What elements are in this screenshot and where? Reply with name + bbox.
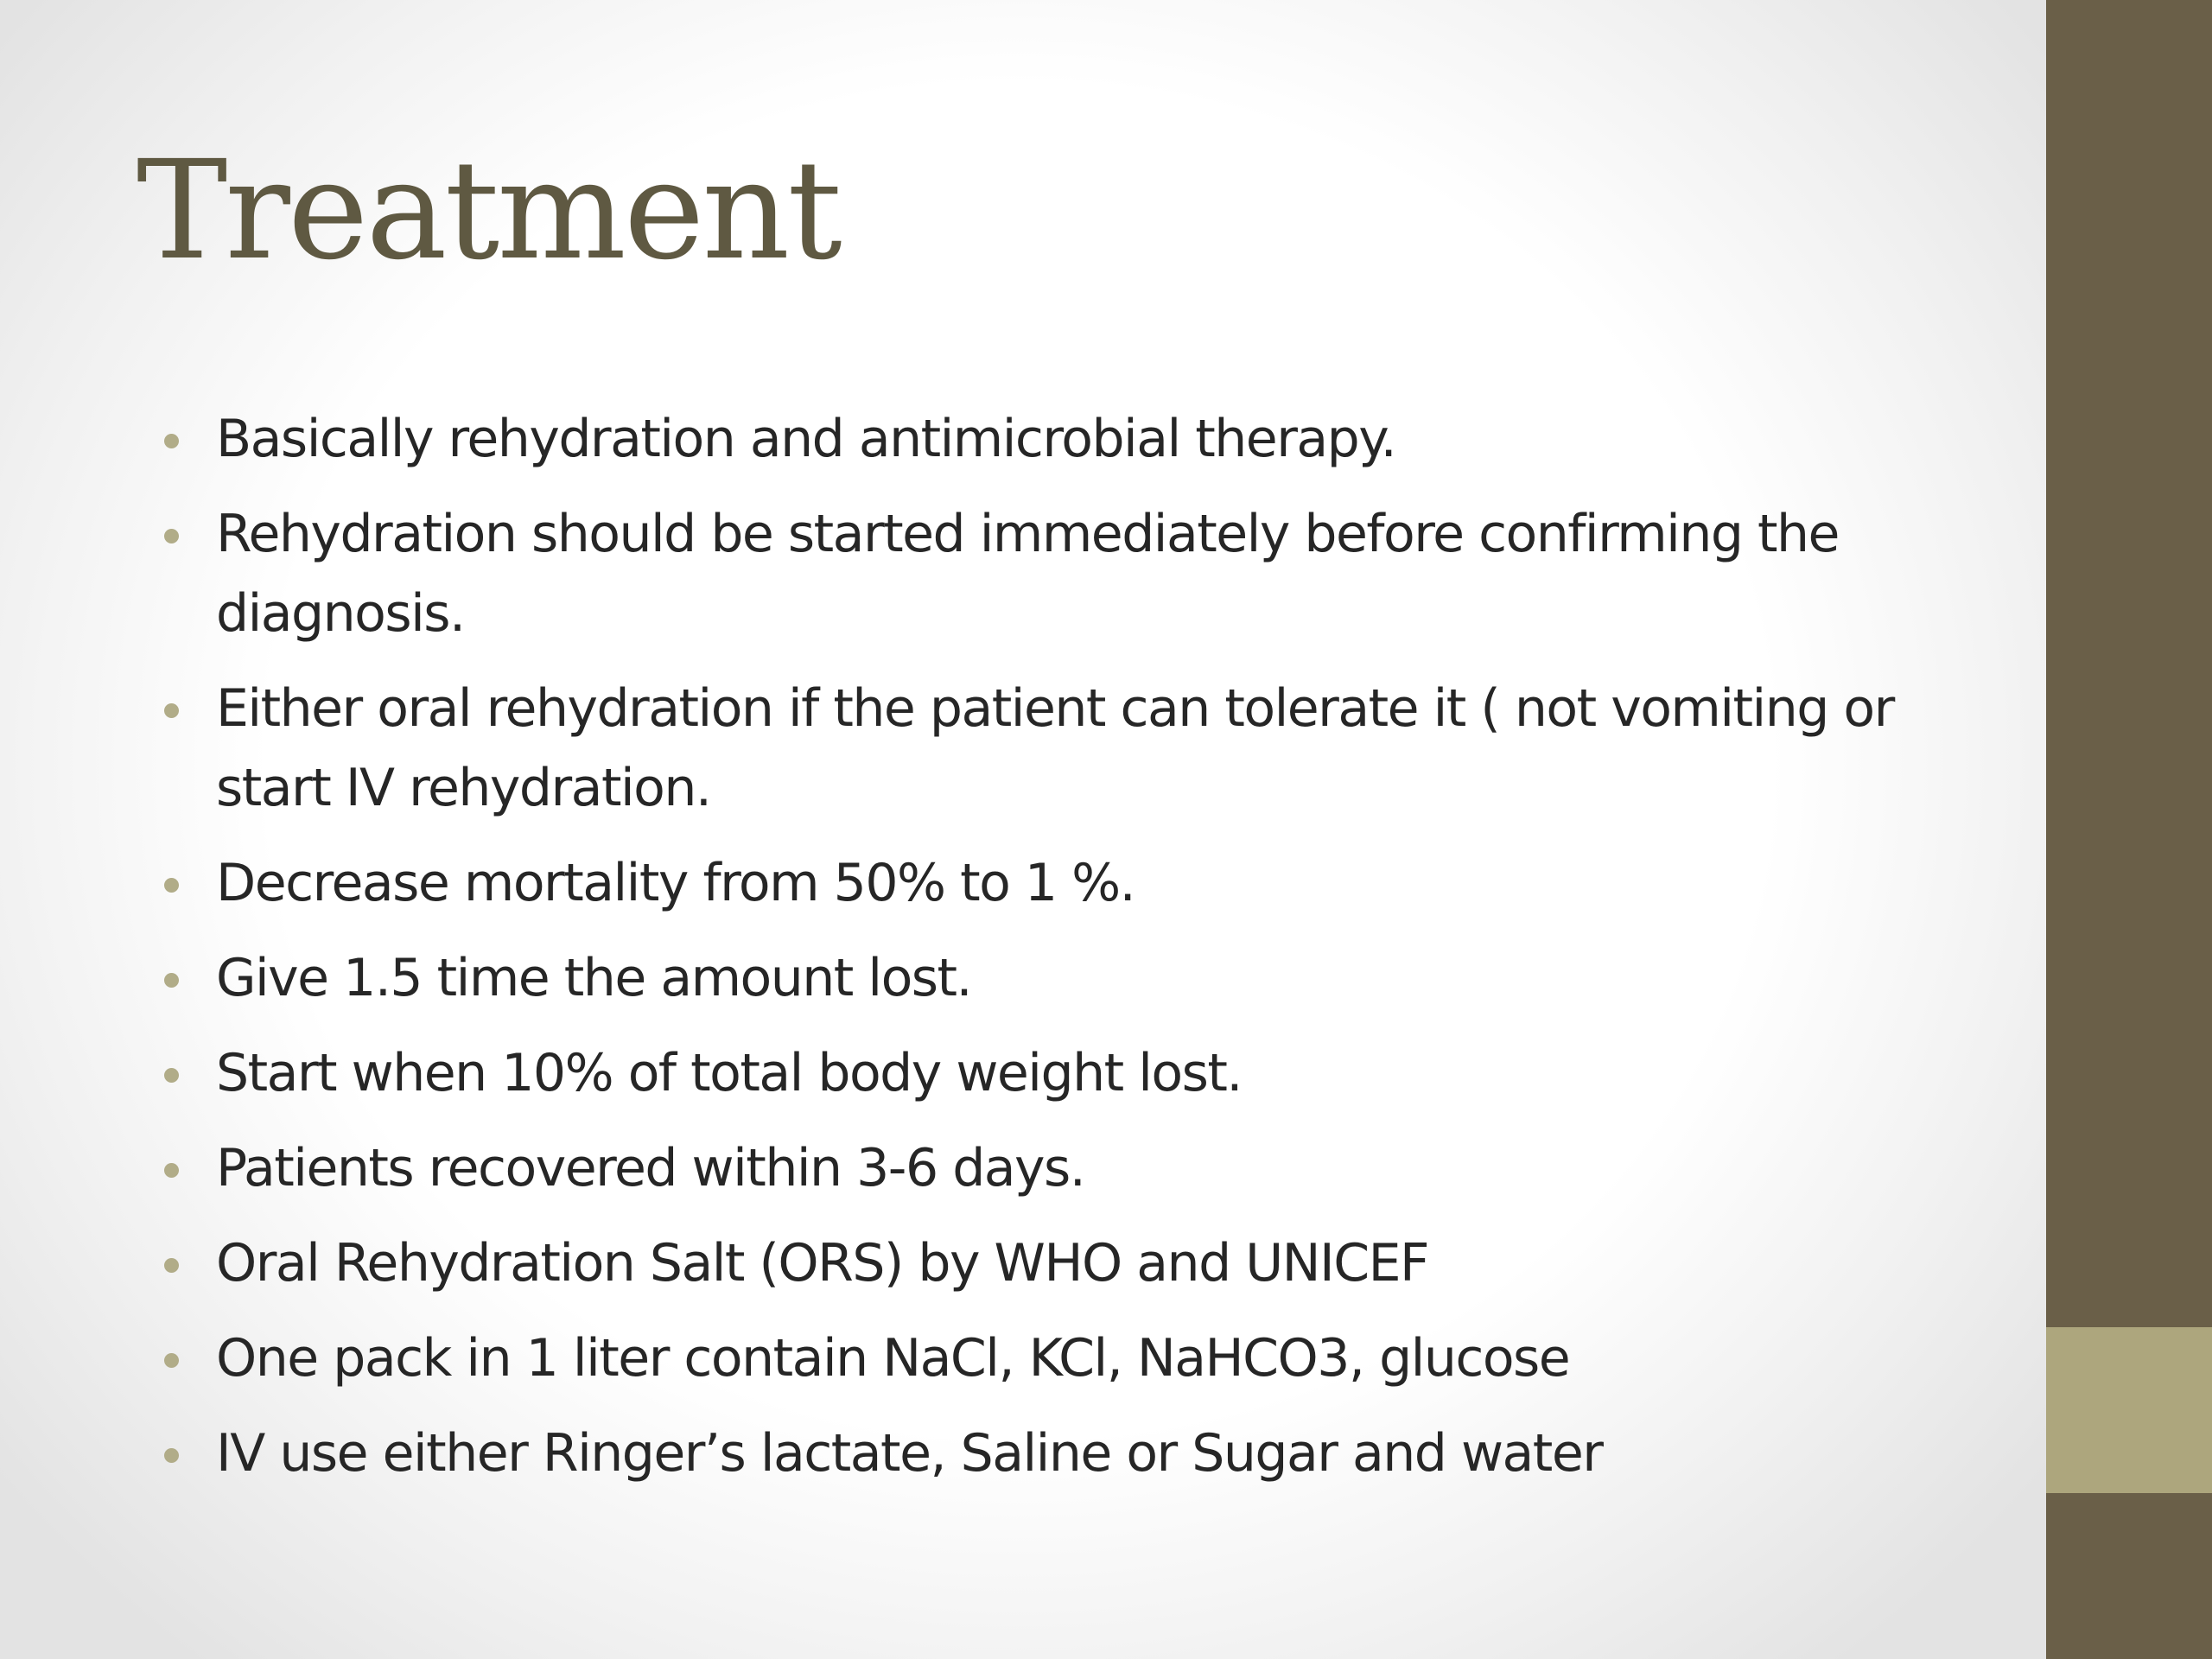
bullet-dot-icon — [164, 878, 179, 893]
bullet-item — [152, 494, 1915, 653]
bullet-text: Basically rehydration and antimicrobial therapy. — [216, 409, 1396, 469]
bullet-dot-icon — [164, 434, 179, 448]
bullet-dot-icon — [164, 1353, 179, 1368]
bullet-list — [152, 399, 1915, 1509]
bullet-item — [152, 938, 1915, 1018]
bullet-text: Patients recovered within 3-6 days. — [216, 1138, 1085, 1198]
bullet-dot-icon — [164, 703, 179, 718]
bullet-item — [152, 1224, 1915, 1303]
bullet-item — [152, 843, 1915, 923]
bullet-text: Either oral rehydration if the patient can tolerate it ( not vomiting or start IV rehydration. — [216, 678, 1894, 818]
bullet-dot-icon — [164, 529, 179, 543]
bullet-dot-icon — [164, 1163, 179, 1178]
bullet-item — [152, 399, 1915, 479]
bullet-text: Decrease mortality from 50% to 1 %. — [216, 853, 1135, 913]
bullet-item — [152, 1128, 1915, 1208]
bullet-text: Give 1.5 time the amount lost. — [216, 948, 972, 1008]
bullet-dot-icon — [164, 1258, 179, 1273]
bullet-item — [152, 1319, 1915, 1398]
bullet-dot-icon — [164, 1068, 179, 1083]
bullet-item — [152, 1414, 1915, 1493]
bullet-text: One pack in 1 liter contain NaCl, KCl, NaHCO3, glucose — [216, 1328, 1570, 1389]
bullet-text: Oral Rehydration Salt (ORS) by WHO and UNICEF — [216, 1233, 1429, 1294]
decorative-sidebar-band — [2046, 1327, 2212, 1493]
bullet-text: Start when 10% of total body weight lost. — [216, 1043, 1242, 1103]
decorative-sidebar — [2046, 0, 2212, 1659]
bullet-dot-icon — [164, 973, 179, 988]
bullet-text: Rehydration should be started immediately before confirming the diagnosis. — [216, 504, 1839, 644]
slide-title: Treatment — [137, 131, 840, 290]
bullet-item — [152, 1033, 1915, 1113]
bullet-item — [152, 669, 1915, 828]
bullet-text: IV use either Ringer’s lactate, Saline or Sugar and water — [216, 1423, 1603, 1484]
bullet-dot-icon — [164, 1448, 179, 1463]
